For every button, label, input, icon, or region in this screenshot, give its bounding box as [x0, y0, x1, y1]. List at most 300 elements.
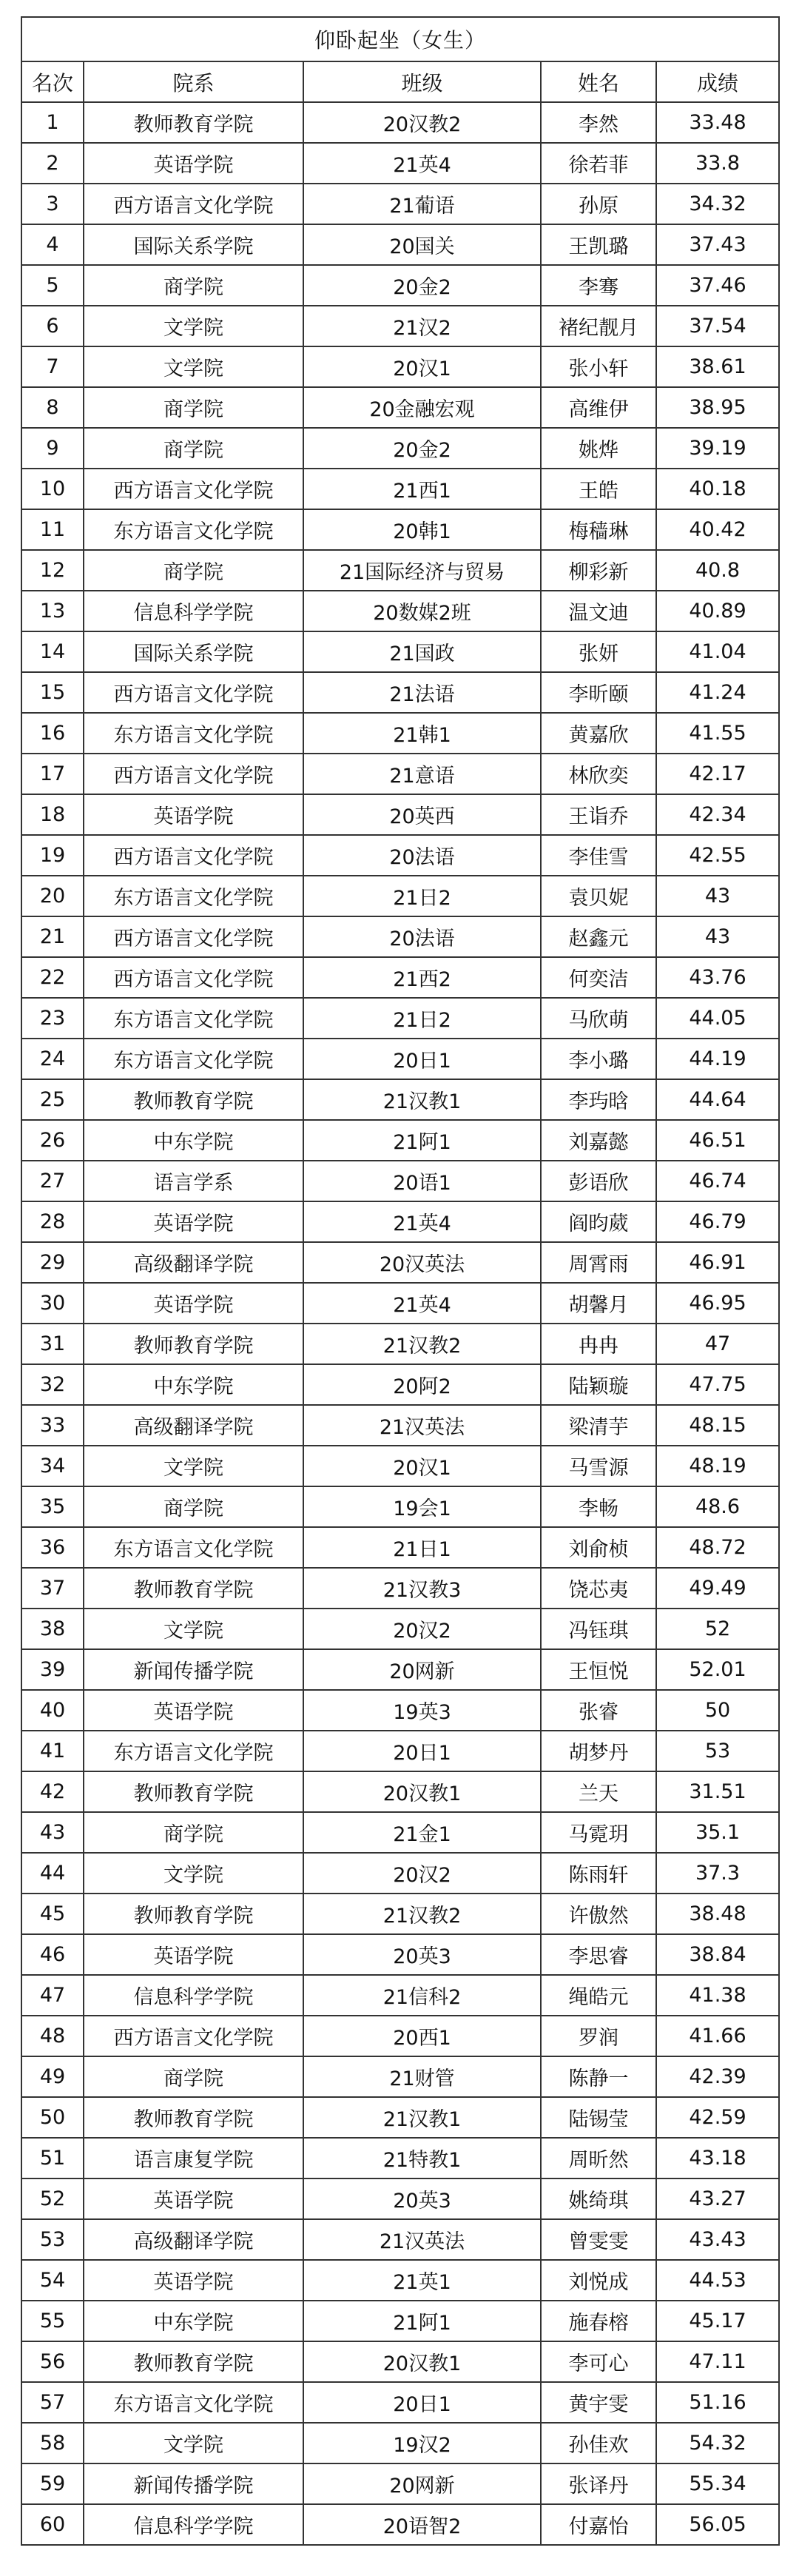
- cell-dept: 教师教育学院: [84, 1771, 303, 1812]
- cell-name: 周昕然: [541, 2138, 656, 2178]
- cell-class: 20法语: [303, 916, 541, 957]
- cell-name: 李玙晗: [541, 1079, 656, 1120]
- cell-score: 44.53: [656, 2260, 779, 2301]
- cell-name: 张睿: [541, 1690, 656, 1731]
- cell-rank: 49: [21, 2056, 84, 2097]
- cell-score: 39.19: [656, 428, 779, 469]
- cell-name: 温文迪: [541, 591, 656, 631]
- cell-class: 20金融宏观: [303, 387, 541, 428]
- cell-score: 48.6: [656, 1486, 779, 1527]
- cell-name: 马霓玥: [541, 1812, 656, 1853]
- cell-rank: 31: [21, 1324, 84, 1364]
- cell-class: 20语1: [303, 1161, 541, 1201]
- cell-class: 20汉英法: [303, 1242, 541, 1283]
- cell-class: 21西1: [303, 469, 541, 509]
- cell-dept: 国际关系学院: [84, 224, 303, 265]
- table-row: [21, 835, 779, 876]
- cell-class: 21阿1: [303, 2301, 541, 2341]
- table-row: [21, 631, 779, 672]
- cell-score: 40.18: [656, 469, 779, 509]
- cell-class: 20汉1: [303, 346, 541, 387]
- cell-score: 56.05: [656, 2504, 779, 2545]
- table-row: [21, 428, 779, 469]
- cell-name: 罗润: [541, 2016, 656, 2056]
- cell-class: 20韩1: [303, 509, 541, 550]
- cell-rank: 13: [21, 591, 84, 631]
- cell-name: 高维伊: [541, 387, 656, 428]
- cell-dept: 西方语言文化学院: [84, 184, 303, 224]
- cell-score: 50: [656, 1690, 779, 1731]
- table-row: [21, 998, 779, 1039]
- table-row: [21, 509, 779, 550]
- table-row: [21, 2056, 779, 2097]
- table-row: [21, 143, 779, 184]
- table-row: [21, 2178, 779, 2219]
- cell-score: 54.32: [656, 2423, 779, 2463]
- cell-score: 48.72: [656, 1527, 779, 1568]
- cell-rank: 47: [21, 1975, 84, 2016]
- cell-class: 21金1: [303, 1812, 541, 1853]
- cell-rank: 28: [21, 1201, 84, 1242]
- cell-name: 李然: [541, 102, 656, 143]
- cell-dept: 英语学院: [84, 2178, 303, 2219]
- cell-dept: 英语学院: [84, 143, 303, 184]
- cell-rank: 8: [21, 387, 84, 428]
- cell-score: 38.84: [656, 1934, 779, 1975]
- cell-dept: 文学院: [84, 346, 303, 387]
- cell-score: 45.17: [656, 2301, 779, 2341]
- cell-score: 52.01: [656, 1649, 779, 1690]
- cell-class: 20汉2: [303, 1609, 541, 1649]
- cell-class: 21国际经济与贸易: [303, 550, 541, 591]
- table-row: [21, 1364, 779, 1405]
- table-row: [21, 916, 779, 957]
- cell-class: 20汉1: [303, 1446, 541, 1486]
- cell-rank: 26: [21, 1120, 84, 1161]
- cell-score: 42.17: [656, 754, 779, 794]
- cell-score: 46.79: [656, 1201, 779, 1242]
- cell-dept: 英语学院: [84, 1934, 303, 1975]
- table-row: [21, 1120, 779, 1161]
- cell-dept: 教师教育学院: [84, 1324, 303, 1364]
- cell-score: 34.32: [656, 184, 779, 224]
- cell-dept: 西方语言文化学院: [84, 957, 303, 998]
- cell-class: 20英西: [303, 794, 541, 835]
- cell-rank: 60: [21, 2504, 84, 2545]
- table-row: [21, 2382, 779, 2423]
- cell-score: 49.49: [656, 1568, 779, 1609]
- table-row: [21, 672, 779, 713]
- cell-dept: 东方语言文化学院: [84, 2382, 303, 2423]
- table-title: 仰卧起坐（女生）: [21, 17, 779, 61]
- table-row: [21, 1039, 779, 1079]
- cell-score: 44.05: [656, 998, 779, 1039]
- cell-name: 梅穑琳: [541, 509, 656, 550]
- cell-class: 20英3: [303, 1934, 541, 1975]
- table-row: [21, 550, 779, 591]
- cell-rank: 12: [21, 550, 84, 591]
- header-name: 姓名: [541, 61, 656, 102]
- cell-dept: 信息科学学院: [84, 2504, 303, 2545]
- cell-name: 周霄雨: [541, 1242, 656, 1283]
- table-row: [21, 224, 779, 265]
- table-row: [21, 1894, 779, 1934]
- cell-dept: 商学院: [84, 428, 303, 469]
- cell-name: 陈静一: [541, 2056, 656, 2097]
- cell-name: 徐若菲: [541, 143, 656, 184]
- cell-name: 付嘉怡: [541, 2504, 656, 2545]
- table-row: [21, 2504, 779, 2545]
- cell-dept: 信息科学学院: [84, 591, 303, 631]
- cell-score: 38.95: [656, 387, 779, 428]
- table-row: [21, 754, 779, 794]
- cell-score: 38.48: [656, 1894, 779, 1934]
- table-row: [21, 1975, 779, 2016]
- cell-class: 19会1: [303, 1486, 541, 1527]
- cell-rank: 41: [21, 1731, 84, 1771]
- cell-class: 21英4: [303, 1283, 541, 1324]
- cell-dept: 商学院: [84, 265, 303, 306]
- cell-class: 20语智2: [303, 2504, 541, 2545]
- cell-class: 21韩1: [303, 713, 541, 754]
- cell-class: 21法语: [303, 672, 541, 713]
- cell-score: 47: [656, 1324, 779, 1364]
- cell-name: 冯钰琪: [541, 1609, 656, 1649]
- table-row: [21, 1568, 779, 1609]
- cell-dept: 西方语言文化学院: [84, 916, 303, 957]
- cell-name: 黄嘉欣: [541, 713, 656, 754]
- cell-score: 40.42: [656, 509, 779, 550]
- cell-score: 42.34: [656, 794, 779, 835]
- cell-rank: 7: [21, 346, 84, 387]
- cell-name: 褚纪靓月: [541, 306, 656, 346]
- table-row: [21, 1731, 779, 1771]
- cell-rank: 6: [21, 306, 84, 346]
- cell-score: 37.46: [656, 265, 779, 306]
- cell-score: 37.54: [656, 306, 779, 346]
- cell-rank: 23: [21, 998, 84, 1039]
- header-rank: 名次: [21, 61, 84, 102]
- cell-class: 19汉2: [303, 2423, 541, 2463]
- cell-class: 20汉教2: [303, 102, 541, 143]
- table-row: [21, 1853, 779, 1894]
- cell-class: 20汉教1: [303, 2341, 541, 2382]
- cell-dept: 东方语言文化学院: [84, 876, 303, 916]
- table-row: [21, 1486, 779, 1527]
- cell-name: 李佳雪: [541, 835, 656, 876]
- header-dept: 院系: [84, 61, 303, 102]
- cell-class: 20汉2: [303, 1853, 541, 1894]
- cell-name: 马欣萌: [541, 998, 656, 1039]
- cell-dept: 东方语言文化学院: [84, 998, 303, 1039]
- cell-dept: 教师教育学院: [84, 102, 303, 143]
- cell-score: 33.48: [656, 102, 779, 143]
- cell-class: 20汉教1: [303, 1771, 541, 1812]
- cell-rank: 58: [21, 2423, 84, 2463]
- cell-score: 48.19: [656, 1446, 779, 1486]
- table-row: [21, 1527, 779, 1568]
- cell-score: 43.27: [656, 2178, 779, 2219]
- cell-class: 20西1: [303, 2016, 541, 2056]
- cell-class: 21日2: [303, 876, 541, 916]
- cell-rank: 51: [21, 2138, 84, 2178]
- cell-class: 21英4: [303, 143, 541, 184]
- cell-score: 35.1: [656, 1812, 779, 1853]
- cell-name: 姚绮琪: [541, 2178, 656, 2219]
- cell-name: 阎昀葳: [541, 1201, 656, 1242]
- table-row: [21, 1324, 779, 1364]
- cell-name: 李昕颐: [541, 672, 656, 713]
- cell-rank: 5: [21, 265, 84, 306]
- cell-dept: 教师教育学院: [84, 1568, 303, 1609]
- cell-rank: 56: [21, 2341, 84, 2382]
- results-table: [21, 16, 780, 2546]
- cell-name: 张妍: [541, 631, 656, 672]
- cell-rank: 10: [21, 469, 84, 509]
- cell-class: 20网新: [303, 2463, 541, 2504]
- cell-name: 刘悦成: [541, 2260, 656, 2301]
- cell-rank: 59: [21, 2463, 84, 2504]
- cell-name: 李可心: [541, 2341, 656, 2382]
- cell-score: 43: [656, 916, 779, 957]
- table-row: [21, 957, 779, 998]
- cell-dept: 西方语言文化学院: [84, 2016, 303, 2056]
- cell-score: 47.75: [656, 1364, 779, 1405]
- cell-rank: 21: [21, 916, 84, 957]
- cell-dept: 西方语言文化学院: [84, 835, 303, 876]
- cell-dept: 商学院: [84, 387, 303, 428]
- table-row: [21, 1609, 779, 1649]
- cell-class: 20英3: [303, 2178, 541, 2219]
- cell-rank: 29: [21, 1242, 84, 1283]
- cell-class: 21财管: [303, 2056, 541, 2097]
- cell-dept: 东方语言文化学院: [84, 1039, 303, 1079]
- cell-score: 42.39: [656, 2056, 779, 2097]
- cell-rank: 9: [21, 428, 84, 469]
- cell-name: 李小璐: [541, 1039, 656, 1079]
- cell-name: 黄宇雯: [541, 2382, 656, 2423]
- cell-rank: 53: [21, 2219, 84, 2260]
- table-row: [21, 265, 779, 306]
- cell-dept: 商学院: [84, 2056, 303, 2097]
- table-row: [21, 2423, 779, 2463]
- cell-name: 饶芯夷: [541, 1568, 656, 1609]
- table-row: [21, 2097, 779, 2138]
- title-row: [21, 17, 779, 61]
- table-row: [21, 591, 779, 631]
- cell-dept: 西方语言文化学院: [84, 672, 303, 713]
- cell-rank: 34: [21, 1446, 84, 1486]
- cell-score: 53: [656, 1731, 779, 1771]
- cell-score: 44.64: [656, 1079, 779, 1120]
- cell-name: 李畅: [541, 1486, 656, 1527]
- cell-score: 42.55: [656, 835, 779, 876]
- cell-name: 陈雨轩: [541, 1853, 656, 1894]
- cell-dept: 文学院: [84, 2423, 303, 2463]
- cell-score: 41.38: [656, 1975, 779, 2016]
- cell-name: 胡馨月: [541, 1283, 656, 1324]
- cell-dept: 高级翻译学院: [84, 1405, 303, 1446]
- cell-rank: 2: [21, 143, 84, 184]
- cell-rank: 16: [21, 713, 84, 754]
- cell-score: 43: [656, 876, 779, 916]
- cell-name: 柳彩新: [541, 550, 656, 591]
- cell-name: 马雪源: [541, 1446, 656, 1486]
- cell-score: 41.66: [656, 2016, 779, 2056]
- cell-dept: 语言康复学院: [84, 2138, 303, 2178]
- header-row: [21, 61, 779, 102]
- cell-rank: 35: [21, 1486, 84, 1527]
- cell-name: 孙佳欢: [541, 2423, 656, 2463]
- table-row: [21, 469, 779, 509]
- cell-name: 孙原: [541, 184, 656, 224]
- cell-score: 47.11: [656, 2341, 779, 2382]
- cell-class: 20法语: [303, 835, 541, 876]
- cell-dept: 东方语言文化学院: [84, 713, 303, 754]
- cell-dept: 英语学院: [84, 1690, 303, 1731]
- cell-name: 赵鑫元: [541, 916, 656, 957]
- cell-class: 21特教1: [303, 2138, 541, 2178]
- cell-rank: 37: [21, 1568, 84, 1609]
- cell-dept: 西方语言文化学院: [84, 469, 303, 509]
- cell-rank: 11: [21, 509, 84, 550]
- cell-dept: 信息科学学院: [84, 1975, 303, 2016]
- cell-rank: 3: [21, 184, 84, 224]
- table-row: [21, 1079, 779, 1120]
- cell-rank: 44: [21, 1853, 84, 1894]
- cell-name: 冉冉: [541, 1324, 656, 1364]
- cell-score: 42.59: [656, 2097, 779, 2138]
- cell-class: 21汉英法: [303, 2219, 541, 2260]
- cell-dept: 商学院: [84, 1486, 303, 1527]
- cell-rank: 38: [21, 1609, 84, 1649]
- cell-rank: 14: [21, 631, 84, 672]
- cell-score: 40.89: [656, 591, 779, 631]
- cell-name: 袁贝妮: [541, 876, 656, 916]
- cell-dept: 文学院: [84, 1853, 303, 1894]
- cell-name: 李骞: [541, 265, 656, 306]
- cell-dept: 东方语言文化学院: [84, 509, 303, 550]
- cell-dept: 中东学院: [84, 1364, 303, 1405]
- table-row: [21, 1771, 779, 1812]
- cell-class: 21汉教2: [303, 1324, 541, 1364]
- cell-rank: 25: [21, 1079, 84, 1120]
- table-row: [21, 1934, 779, 1975]
- cell-rank: 43: [21, 1812, 84, 1853]
- cell-dept: 中东学院: [84, 1120, 303, 1161]
- cell-rank: 40: [21, 1690, 84, 1731]
- cell-score: 37.43: [656, 224, 779, 265]
- cell-rank: 1: [21, 102, 84, 143]
- cell-rank: 22: [21, 957, 84, 998]
- cell-class: 20数媒2班: [303, 591, 541, 631]
- cell-name: 李思睿: [541, 1934, 656, 1975]
- cell-class: 21葡语: [303, 184, 541, 224]
- cell-class: 20金2: [303, 428, 541, 469]
- cell-class: 21英1: [303, 2260, 541, 2301]
- cell-score: 33.8: [656, 143, 779, 184]
- cell-dept: 商学院: [84, 550, 303, 591]
- cell-name: 林欣奕: [541, 754, 656, 794]
- cell-name: 姚烨: [541, 428, 656, 469]
- cell-dept: 教师教育学院: [84, 2097, 303, 2138]
- cell-class: 21国政: [303, 631, 541, 672]
- cell-dept: 英语学院: [84, 2260, 303, 2301]
- table-row: [21, 1242, 779, 1283]
- cell-class: 19英3: [303, 1690, 541, 1731]
- cell-name: 绳皓元: [541, 1975, 656, 2016]
- cell-class: 21英4: [303, 1201, 541, 1242]
- cell-name: 许傲然: [541, 1894, 656, 1934]
- cell-dept: 教师教育学院: [84, 1894, 303, 1934]
- table-row: [21, 102, 779, 143]
- cell-dept: 高级翻译学院: [84, 1242, 303, 1283]
- cell-name: 曾雯雯: [541, 2219, 656, 2260]
- cell-class: 21汉教1: [303, 2097, 541, 2138]
- cell-dept: 西方语言文化学院: [84, 754, 303, 794]
- cell-dept: 英语学院: [84, 794, 303, 835]
- cell-score: 38.61: [656, 346, 779, 387]
- cell-rank: 57: [21, 2382, 84, 2423]
- cell-rank: 18: [21, 794, 84, 835]
- cell-score: 41.04: [656, 631, 779, 672]
- cell-rank: 36: [21, 1527, 84, 1568]
- table-row: [21, 1283, 779, 1324]
- table-row: [21, 346, 779, 387]
- cell-dept: 英语学院: [84, 1283, 303, 1324]
- cell-rank: 45: [21, 1894, 84, 1934]
- cell-name: 王凯璐: [541, 224, 656, 265]
- cell-dept: 中东学院: [84, 2301, 303, 2341]
- cell-name: 彭语欣: [541, 1161, 656, 1201]
- table-row: [21, 794, 779, 835]
- cell-class: 20阿2: [303, 1364, 541, 1405]
- cell-score: 43.43: [656, 2219, 779, 2260]
- cell-rank: 30: [21, 1283, 84, 1324]
- table-row: [21, 1649, 779, 1690]
- cell-dept: 教师教育学院: [84, 2341, 303, 2382]
- cell-class: 21日2: [303, 998, 541, 1039]
- cell-rank: 20: [21, 876, 84, 916]
- cell-dept: 新闻传播学院: [84, 2463, 303, 2504]
- cell-class: 20日1: [303, 1039, 541, 1079]
- cell-name: 刘嘉懿: [541, 1120, 656, 1161]
- cell-class: 21汉2: [303, 306, 541, 346]
- cell-dept: 教师教育学院: [84, 1079, 303, 1120]
- cell-rank: 32: [21, 1364, 84, 1405]
- cell-class: 21汉英法: [303, 1405, 541, 1446]
- cell-score: 41.24: [656, 672, 779, 713]
- cell-rank: 17: [21, 754, 84, 794]
- table-row: [21, 1690, 779, 1731]
- cell-name: 张小轩: [541, 346, 656, 387]
- table-row: [21, 1161, 779, 1201]
- cell-name: 陆锡莹: [541, 2097, 656, 2138]
- cell-name: 王诣乔: [541, 794, 656, 835]
- cell-name: 梁清芋: [541, 1405, 656, 1446]
- table-row: [21, 2260, 779, 2301]
- cell-score: 44.19: [656, 1039, 779, 1079]
- cell-score: 40.8: [656, 550, 779, 591]
- header-score: 成绩: [656, 61, 779, 102]
- cell-dept: 东方语言文化学院: [84, 1731, 303, 1771]
- cell-class: 20日1: [303, 1731, 541, 1771]
- cell-dept: 语言学系: [84, 1161, 303, 1201]
- cell-score: 43.18: [656, 2138, 779, 2178]
- cell-name: 施春榕: [541, 2301, 656, 2341]
- cell-rank: 19: [21, 835, 84, 876]
- table-row: [21, 1446, 779, 1486]
